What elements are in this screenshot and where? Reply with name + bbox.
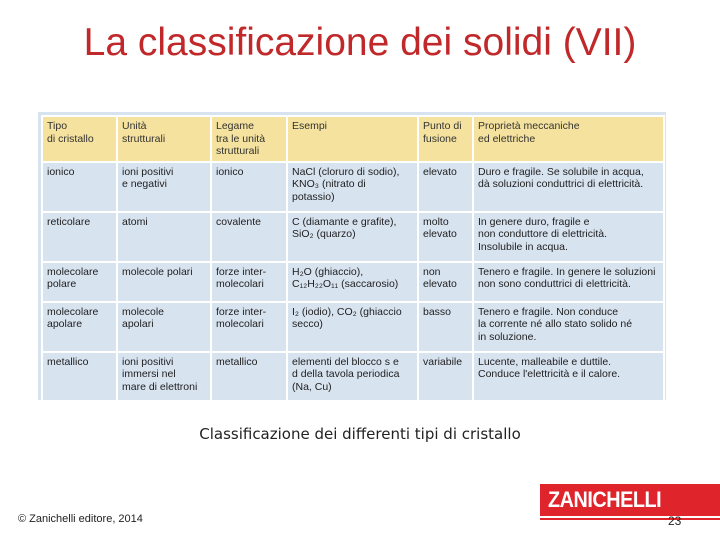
table-cell: basso	[418, 302, 473, 352]
table-cell: reticolare	[42, 212, 117, 262]
header-structural-units: Unità strutturali	[117, 116, 211, 162]
publisher-logo-text: ZANICHELLI	[548, 487, 662, 512]
header-properties: Proprietà meccaniche ed elettriche	[473, 116, 664, 162]
table-header-row	[42, 116, 664, 162]
table	[41, 115, 665, 403]
table-cell: metallico	[42, 352, 117, 402]
table-cell: atomi	[117, 212, 211, 262]
header-crystal-type: Tipo di cristallo	[42, 116, 117, 162]
table-cell: non elevato	[418, 262, 473, 302]
table-cell: C (diamante e grafite), SiO₂ (quarzo)	[287, 212, 418, 262]
table-row	[42, 352, 664, 402]
header-melting-point: Punto di fusione	[418, 116, 473, 162]
header-bond: Legame tra le unità strutturali	[211, 116, 287, 162]
table-cell: elevato	[418, 162, 473, 212]
table-row	[42, 302, 664, 352]
table-cell: forze inter- molecolari	[211, 262, 287, 302]
copyright-notice: © Zanichelli editore, 2014	[18, 513, 143, 525]
table-cell: metallico	[211, 352, 287, 402]
table-cell: molecole polari	[117, 262, 211, 302]
slide-title: La classificazione dei solidi (VII)	[83, 21, 637, 64]
table-cell: In genere duro, fragile e non conduttore di elettricità. Insolubile in acqua.	[473, 212, 664, 262]
table-cell: NaCl (cloruro di sodio), KNO₃ (nitrato di potassio)	[287, 162, 418, 212]
table-cell: I₂ (iodio), CO₂ (ghiaccio secco)	[287, 302, 418, 352]
table-cell: molecolare apolare	[42, 302, 117, 352]
table-cell: Duro e fragile. Se solubile in acqua, dà soluzioni conduttrici di elettricità.	[473, 162, 664, 212]
page-number: 23	[668, 514, 682, 528]
footer-divider	[540, 518, 720, 520]
table-row	[42, 262, 664, 302]
table-cell: molto elevato	[418, 212, 473, 262]
table-cell: molecole apolari	[117, 302, 211, 352]
header-examples: Esempi	[287, 116, 418, 162]
table-cell: H₂O (ghiaccio), C₁₂H₂₂O₁₁ (saccarosio)	[287, 262, 418, 302]
table-cell: elementi del blocco s e d della tavola periodica (Na, Cu)	[287, 352, 418, 402]
table-cell: ioni positivi immersi nel mare di elettroni	[117, 352, 211, 402]
figure-caption: Classificazione dei differenti tipi di cristallo	[199, 425, 521, 443]
table-cell: ionico	[211, 162, 287, 212]
table-cell: variabile	[418, 352, 473, 402]
table-cell: Tenero e fragile. Non conduce la corrente né allo stato solido né in soluzione.	[473, 302, 664, 352]
table-cell: forze inter- molecolari	[211, 302, 287, 352]
table-cell: ionico	[42, 162, 117, 212]
table-row	[42, 212, 664, 262]
table-cell: covalente	[211, 212, 287, 262]
table-cell: molecolare polare	[42, 262, 117, 302]
table-row	[42, 162, 664, 212]
table-cell: Tenero e fragile. In genere le soluzioni non sono conduttrici di elettricità.	[473, 262, 664, 302]
table-cell: ioni positivi e negativi	[117, 162, 211, 212]
crystal-classification-table	[38, 112, 666, 400]
table-cell: Lucente, malleabile e duttile. Conduce l'elettricità e il calore.	[473, 352, 664, 402]
